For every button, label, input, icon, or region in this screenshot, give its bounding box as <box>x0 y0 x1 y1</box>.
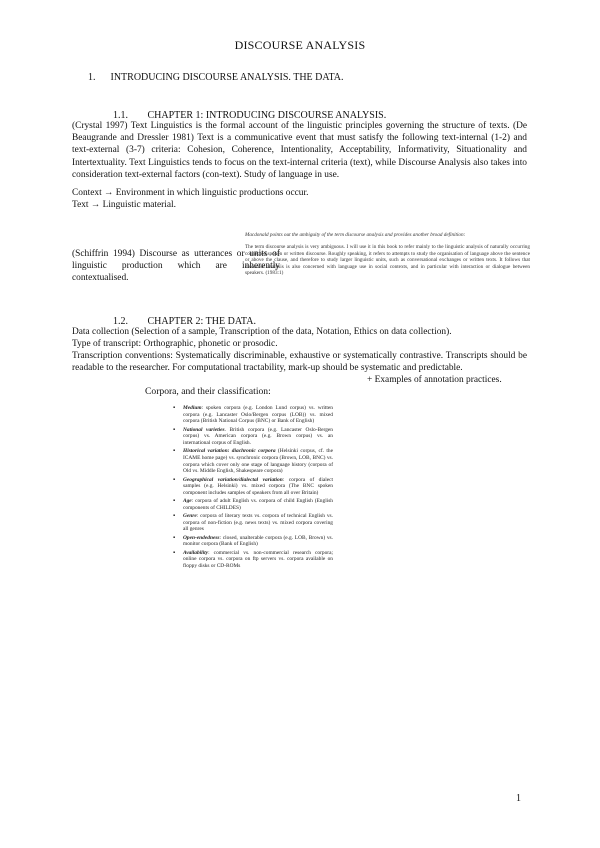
text-definition: Text → Linguistic material. <box>72 200 177 210</box>
list-item: ▪ Medium: spoken corpora (e.g. London Lund corpus) vs. written corpora (e.g. Lancaster Oslo/Bergen corpus (LOB)) vs. mixed corpora (British National Corpus (BNC) or Bank of English) <box>173 405 333 425</box>
quoted-excerpt <box>245 232 530 276</box>
corpora-list <box>173 405 333 571</box>
excerpt-body: The term discourse analysis is very ambiguous. I will use it in this book to refer mainly to the linguistic analysis of naturally occurring connected spoken or written discourse. Roughly speaking, it refers to attempts to study the organisation of language above the sentence or above the clause, and therefore to study larger linguistic units, such as conversational exchanges or written texts. It follows that discourse analysis is also concerned with language use in social contexts, and in particular with interaction or dialogue between speakers. (1983:1) <box>245 244 530 277</box>
list-item: ▪ National varieties. British corpora (e.g. Lancaster Oslo-Bergen corpus) vs. American corpora (e.g. Brown corpus) vs. an international corpus of English. <box>173 427 333 447</box>
chapter-1-paragraph: (Crystal 1997) Text Linguistics is the formal account of the linguistic principles governing the structure of texts. (De Beaugrande and Dressler 1981) Text is a communicative event that must satisfy the following text-internal (1-2) and text-external (3-7) criteria: Cohesion, Coherence, Intentionality, Acceptability, Informativity, Situationality and Intertextuality. Text Linguistics tends to focus on the text-internal criteria (text), while Discourse Analysis also takes into consideration text-external factors (con-text). Study of language in use. <box>72 121 527 180</box>
chapter-2-number: 1.2. <box>113 316 128 327</box>
section-heading <box>88 72 344 83</box>
chapter-1-number: 1.1. <box>113 110 128 121</box>
corpora-heading: Corpora, and their classification: <box>145 386 271 397</box>
section-number: 1. <box>88 72 96 83</box>
page-number: 1 <box>516 793 521 804</box>
chapter-2-title: CHAPTER 2: THE DATA. <box>147 316 256 327</box>
data-collection-line: Data collection (Selection of a sample, Transcription of the data, Notation, Ethics on data collection). <box>72 327 452 337</box>
context-definition: Context → Environment in which linguistic productions occur. <box>72 188 309 198</box>
list-item: ▪ Geographical variation/dialectal variation: corpora of dialect samples (e.g. Helsinki) vs. mixed corpora (The BNC spoken component includes samples of speakers from all over Britain) <box>173 477 333 497</box>
section-title: INTRODUCING DISCOURSE ANALYSIS. THE DATA. <box>110 72 344 83</box>
list-item: ▪ Open-endedness: closed, unalterable corpora (e.g. LOB, Brown) vs. monitor corpora (Bank of English) <box>173 535 333 548</box>
chapter-1-title: CHAPTER 1: INTRODUCING DISCOURSE ANALYSIS. <box>147 110 387 121</box>
annotation-examples-note: + Examples of annotation practices. <box>367 375 502 385</box>
excerpt-header: Macdonald points out the ambiguity of the term discourse analysis and provides another broad definition: <box>245 232 466 238</box>
transcript-type-line: Type of transcript: Orthographic, phonetic or prosodic. <box>72 339 278 349</box>
list-item: ▪ Genre: corpora of literary texts vs. corpora of technical English vs. corpora of non-fiction (e.g. news texts) vs. mixed corpora covering all genres <box>173 513 333 533</box>
list-item: ▪ Availability: commercial vs. non-commercial research corpora; online corpora vs. corpora on ftp servers vs. corpora available on floppy disks or CD-ROMs <box>173 550 333 570</box>
document-title: DISCOURSE ANALYSIS <box>234 38 366 52</box>
list-item: ▪ Age: corpora of adult English vs. corpora of child English (English components of CHILDES) <box>173 498 333 511</box>
transcription-conventions: Transcription conventions: Systematically discriminable, exhaustive or systematically contrastive. Transcripts should be readable to the researcher. For computational tractability, mark-up should be systematic and predictable. <box>72 351 527 374</box>
list-item: ▪ Historical variation: diachronic corpora (Helsinki corpus, cf. the ICAME home page) vs. synchronic corpora (Brown, LOB, BNC) vs. corpora which cover only one stage of language history (corpora of Old vs. Middle English, Shakespeare corpora) <box>173 448 333 475</box>
schiffrin-definition: (Schiffrin 1994) Discourse as utterances or units of linguistic production which are inherently contextualised. <box>72 249 280 284</box>
